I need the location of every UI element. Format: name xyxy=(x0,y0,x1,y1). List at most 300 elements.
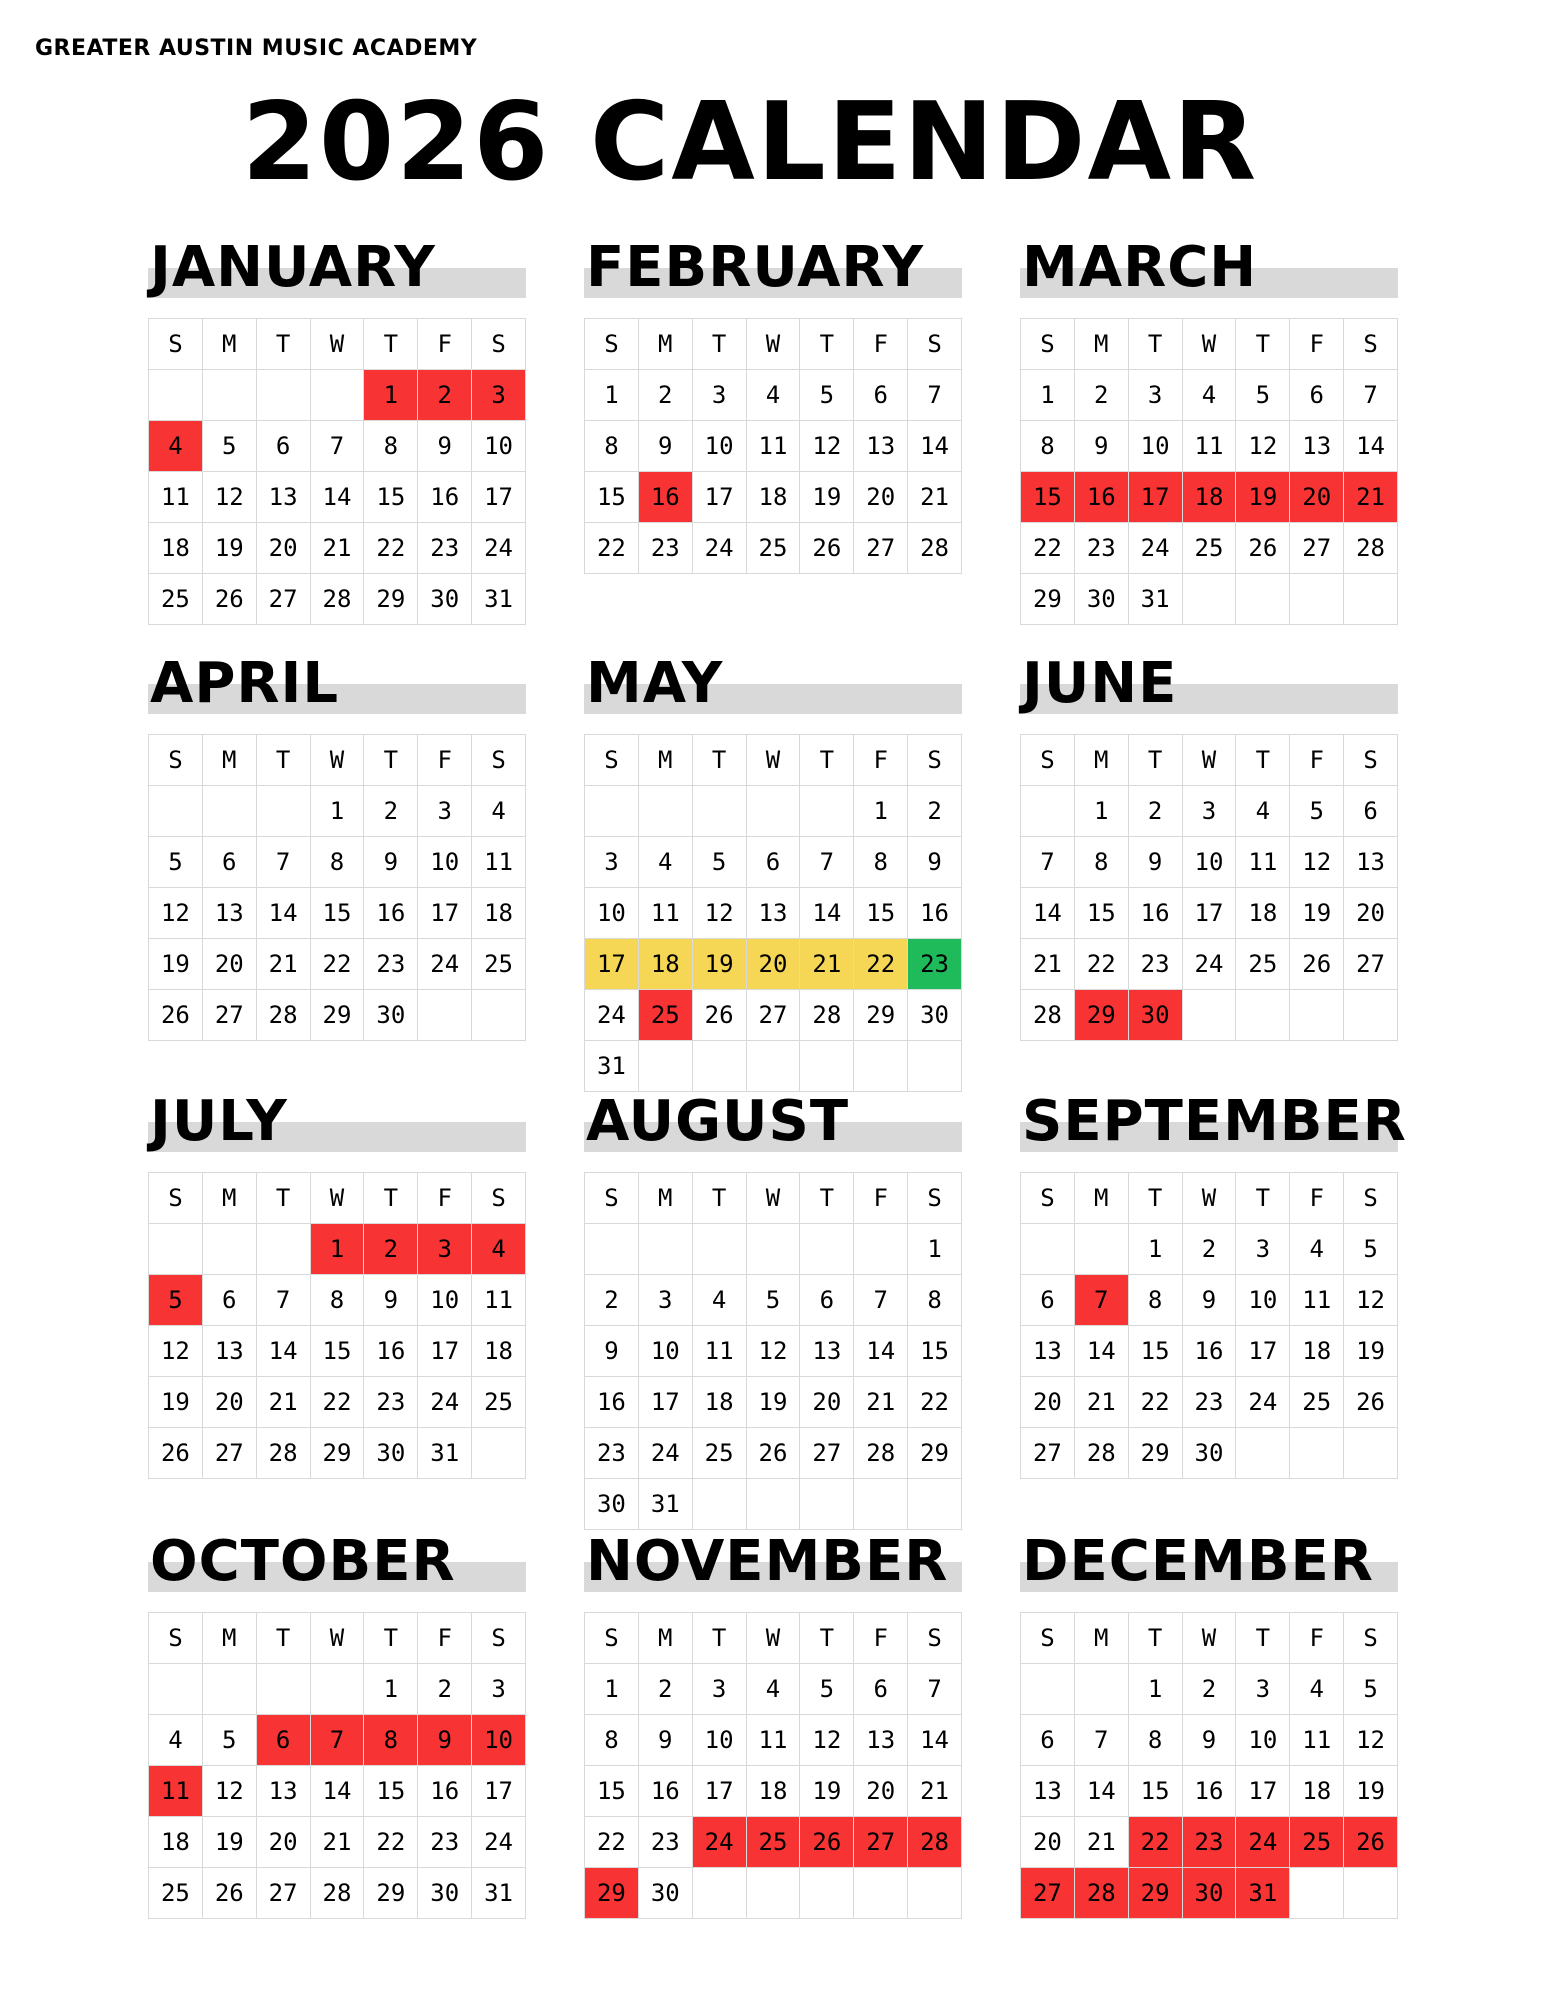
day-cell: 13 xyxy=(1344,837,1398,888)
day-cell: 8 xyxy=(585,421,639,472)
day-cell: 3 xyxy=(1236,1664,1290,1715)
month-name: AUGUST xyxy=(586,1089,850,1154)
day-cell: 18 xyxy=(1290,1766,1344,1817)
day-cell: 4 xyxy=(747,370,801,421)
empty-day-cell xyxy=(1075,1224,1129,1275)
month-name: SEPTEMBER xyxy=(1022,1089,1407,1154)
day-cell: 19 xyxy=(203,1817,257,1868)
day-cell: 23 xyxy=(418,1817,472,1868)
day-cell: 29 xyxy=(854,990,908,1041)
day-cell: 14 xyxy=(1075,1326,1129,1377)
month-header xyxy=(148,236,526,298)
day-cell: 17 xyxy=(1183,888,1237,939)
day-cell: 7 xyxy=(1344,370,1398,421)
day-cell: 8 xyxy=(364,1715,418,1766)
empty-day-cell xyxy=(1236,1428,1290,1479)
day-cell: 13 xyxy=(854,421,908,472)
month-name: JANUARY xyxy=(150,235,436,300)
day-cell: 30 xyxy=(1075,574,1129,625)
day-cell: 6 xyxy=(257,421,311,472)
weekday-label: M xyxy=(639,1613,693,1664)
day-cell: 11 xyxy=(693,1326,747,1377)
day-cell: 9 xyxy=(639,1715,693,1766)
day-cell: 25 xyxy=(149,574,203,625)
day-cell: 18 xyxy=(149,1817,203,1868)
month-march xyxy=(1020,236,1398,625)
month-name: MARCH xyxy=(1022,235,1258,300)
day-cell: 5 xyxy=(1290,786,1344,837)
day-cell: 22 xyxy=(585,1817,639,1868)
weekday-label: T xyxy=(693,735,747,786)
day-cell: 14 xyxy=(1075,1766,1129,1817)
day-cell: 28 xyxy=(854,1428,908,1479)
day-cell: 10 xyxy=(418,837,472,888)
day-cell: 7 xyxy=(1075,1715,1129,1766)
weekday-label: S xyxy=(149,1613,203,1664)
weekday-label: F xyxy=(1290,1613,1344,1664)
weekday-label: W xyxy=(1183,1613,1237,1664)
month-header xyxy=(148,1090,526,1152)
day-cell: 7 xyxy=(908,1664,962,1715)
day-cell: 31 xyxy=(1236,1868,1290,1919)
day-cell: 7 xyxy=(1021,837,1075,888)
day-cell: 10 xyxy=(1129,421,1183,472)
day-cell: 17 xyxy=(1236,1326,1290,1377)
day-cell: 12 xyxy=(800,421,854,472)
day-cell: 4 xyxy=(472,786,526,837)
weekday-label: W xyxy=(1183,735,1237,786)
empty-day-cell xyxy=(1075,1664,1129,1715)
day-cell: 21 xyxy=(1021,939,1075,990)
day-cell: 19 xyxy=(800,1766,854,1817)
day-cell: 19 xyxy=(149,1377,203,1428)
day-cell: 26 xyxy=(203,1868,257,1919)
day-cell: 25 xyxy=(1236,939,1290,990)
day-cell: 26 xyxy=(1344,1817,1398,1868)
empty-day-cell xyxy=(257,1664,311,1715)
empty-day-cell xyxy=(908,1041,962,1092)
day-cell: 16 xyxy=(418,472,472,523)
day-cell: 23 xyxy=(1183,1817,1237,1868)
weekday-label: F xyxy=(1290,735,1344,786)
weekday-label: T xyxy=(1129,1613,1183,1664)
day-cell: 29 xyxy=(364,1868,418,1919)
empty-day-cell xyxy=(854,1224,908,1275)
day-cell: 9 xyxy=(1075,421,1129,472)
day-cell: 30 xyxy=(585,1479,639,1530)
day-cell: 16 xyxy=(585,1377,639,1428)
day-cell: 16 xyxy=(364,888,418,939)
day-cell: 15 xyxy=(364,1766,418,1817)
day-cell: 20 xyxy=(257,523,311,574)
day-cell: 3 xyxy=(639,1275,693,1326)
empty-day-cell xyxy=(1344,990,1398,1041)
day-cell: 20 xyxy=(1021,1377,1075,1428)
day-cell: 24 xyxy=(639,1428,693,1479)
weekday-label: T xyxy=(1129,1173,1183,1224)
day-cell: 16 xyxy=(1183,1326,1237,1377)
day-cell: 31 xyxy=(1129,574,1183,625)
day-cell: 3 xyxy=(1183,786,1237,837)
day-cell: 24 xyxy=(472,523,526,574)
day-cell: 15 xyxy=(311,1326,365,1377)
weekday-label: W xyxy=(1183,1173,1237,1224)
day-cell: 10 xyxy=(1236,1275,1290,1326)
day-cell: 19 xyxy=(747,1377,801,1428)
weekday-label: T xyxy=(257,735,311,786)
day-cell: 20 xyxy=(257,1817,311,1868)
day-cell: 23 xyxy=(418,523,472,574)
day-cell: 10 xyxy=(472,1715,526,1766)
weekday-label: S xyxy=(908,735,962,786)
weekday-label: S xyxy=(149,735,203,786)
day-cell: 22 xyxy=(1129,1377,1183,1428)
day-cell: 28 xyxy=(1021,990,1075,1041)
day-cell: 14 xyxy=(257,888,311,939)
day-cell: 23 xyxy=(1129,939,1183,990)
day-cell: 13 xyxy=(1021,1766,1075,1817)
empty-day-cell xyxy=(203,1664,257,1715)
day-cell: 4 xyxy=(472,1224,526,1275)
month-october xyxy=(148,1530,526,1919)
day-cell: 19 xyxy=(693,939,747,990)
month-header xyxy=(148,1530,526,1592)
day-cell: 16 xyxy=(908,888,962,939)
day-cell: 18 xyxy=(639,939,693,990)
day-cell: 12 xyxy=(203,1766,257,1817)
day-cell: 21 xyxy=(854,1377,908,1428)
day-cell: 5 xyxy=(747,1275,801,1326)
day-cell: 10 xyxy=(639,1326,693,1377)
day-cell: 8 xyxy=(585,1715,639,1766)
empty-day-cell xyxy=(854,1041,908,1092)
day-cell: 3 xyxy=(472,370,526,421)
day-cell: 30 xyxy=(1129,990,1183,1041)
day-cell: 17 xyxy=(472,472,526,523)
month-august xyxy=(584,1090,962,1530)
day-cell: 25 xyxy=(1183,523,1237,574)
empty-day-cell xyxy=(203,370,257,421)
day-cell: 6 xyxy=(1021,1275,1075,1326)
month-name: NOVEMBER xyxy=(586,1529,949,1594)
month-header xyxy=(584,236,962,298)
day-cell: 29 xyxy=(1021,574,1075,625)
day-cell: 2 xyxy=(639,370,693,421)
day-cell: 16 xyxy=(364,1326,418,1377)
day-cell: 21 xyxy=(1344,472,1398,523)
month-april xyxy=(148,652,526,1041)
day-cell: 15 xyxy=(1021,472,1075,523)
day-cell: 23 xyxy=(908,939,962,990)
day-cell: 10 xyxy=(693,421,747,472)
day-cell: 21 xyxy=(257,1377,311,1428)
day-cell: 22 xyxy=(908,1377,962,1428)
day-cell: 20 xyxy=(203,1377,257,1428)
day-cell: 10 xyxy=(418,1275,472,1326)
weekday-label: S xyxy=(585,1613,639,1664)
empty-day-cell xyxy=(257,1224,311,1275)
day-cell: 27 xyxy=(1344,939,1398,990)
day-cell: 11 xyxy=(1290,1275,1344,1326)
weekday-label: M xyxy=(203,735,257,786)
day-cell: 7 xyxy=(311,421,365,472)
day-cell: 2 xyxy=(1129,786,1183,837)
weekday-label: T xyxy=(693,1173,747,1224)
weekday-label: M xyxy=(639,735,693,786)
month-name: JUNE xyxy=(1022,651,1178,716)
empty-day-cell xyxy=(693,1868,747,1919)
day-cell: 21 xyxy=(800,939,854,990)
weekday-label: W xyxy=(747,1613,801,1664)
day-cell: 5 xyxy=(1236,370,1290,421)
day-cell: 21 xyxy=(908,472,962,523)
day-cell: 13 xyxy=(203,1326,257,1377)
day-cell: 21 xyxy=(257,939,311,990)
day-cell: 16 xyxy=(1129,888,1183,939)
day-cell: 8 xyxy=(908,1275,962,1326)
day-cell: 26 xyxy=(800,523,854,574)
day-cell: 27 xyxy=(854,523,908,574)
empty-day-cell xyxy=(1021,1664,1075,1715)
weekday-label: S xyxy=(1021,735,1075,786)
empty-day-cell xyxy=(800,1479,854,1530)
day-cell: 26 xyxy=(693,990,747,1041)
weekday-label: T xyxy=(800,735,854,786)
weekday-label: T xyxy=(1236,1173,1290,1224)
empty-day-cell xyxy=(1236,990,1290,1041)
day-cell: 25 xyxy=(693,1428,747,1479)
day-cell: 6 xyxy=(257,1715,311,1766)
day-cell: 2 xyxy=(418,1664,472,1715)
day-cell: 28 xyxy=(908,523,962,574)
day-cell: 9 xyxy=(1129,837,1183,888)
empty-day-cell xyxy=(800,1868,854,1919)
day-cell: 7 xyxy=(311,1715,365,1766)
day-cell: 3 xyxy=(472,1664,526,1715)
weekday-label: T xyxy=(364,735,418,786)
day-cell: 8 xyxy=(1129,1275,1183,1326)
day-cell: 14 xyxy=(257,1326,311,1377)
weekday-label: T xyxy=(693,1613,747,1664)
day-cell: 20 xyxy=(1344,888,1398,939)
day-cell: 30 xyxy=(418,574,472,625)
day-cell: 7 xyxy=(800,837,854,888)
weekday-label: T xyxy=(257,1173,311,1224)
empty-day-cell xyxy=(472,1428,526,1479)
day-cell: 1 xyxy=(1075,786,1129,837)
day-cell: 1 xyxy=(311,786,365,837)
day-cell: 25 xyxy=(149,1868,203,1919)
day-cell: 6 xyxy=(203,1275,257,1326)
empty-day-cell xyxy=(1290,574,1344,625)
day-cell: 15 xyxy=(854,888,908,939)
month-grid xyxy=(584,318,962,574)
empty-day-cell xyxy=(693,1041,747,1092)
empty-day-cell xyxy=(149,1224,203,1275)
day-cell: 14 xyxy=(854,1326,908,1377)
day-cell: 7 xyxy=(908,370,962,421)
day-cell: 28 xyxy=(1344,523,1398,574)
month-september xyxy=(1020,1089,1407,1479)
month-grid xyxy=(584,1612,962,1919)
day-cell: 27 xyxy=(203,1428,257,1479)
day-cell: 29 xyxy=(585,1868,639,1919)
empty-day-cell xyxy=(1021,1224,1075,1275)
weekday-label: S xyxy=(908,319,962,370)
empty-day-cell xyxy=(1183,574,1237,625)
day-cell: 1 xyxy=(1129,1664,1183,1715)
month-grid xyxy=(148,1172,526,1479)
day-cell: 3 xyxy=(585,837,639,888)
day-cell: 30 xyxy=(639,1868,693,1919)
empty-day-cell xyxy=(1290,1868,1344,1919)
weekday-label: M xyxy=(203,1173,257,1224)
day-cell: 31 xyxy=(472,1868,526,1919)
day-cell: 9 xyxy=(1183,1275,1237,1326)
day-cell: 16 xyxy=(639,472,693,523)
day-cell: 24 xyxy=(585,990,639,1041)
day-cell: 21 xyxy=(311,1817,365,1868)
empty-day-cell xyxy=(149,1664,203,1715)
day-cell: 2 xyxy=(1183,1224,1237,1275)
day-cell: 28 xyxy=(800,990,854,1041)
day-cell: 9 xyxy=(364,837,418,888)
day-cell: 18 xyxy=(149,523,203,574)
day-cell: 29 xyxy=(311,990,365,1041)
day-cell: 18 xyxy=(747,472,801,523)
day-cell: 20 xyxy=(747,939,801,990)
empty-day-cell xyxy=(257,786,311,837)
day-cell: 17 xyxy=(1236,1766,1290,1817)
day-cell: 14 xyxy=(908,421,962,472)
empty-day-cell xyxy=(639,1041,693,1092)
day-cell: 26 xyxy=(149,990,203,1041)
empty-day-cell xyxy=(311,1664,365,1715)
weekday-label: M xyxy=(1075,1173,1129,1224)
day-cell: 24 xyxy=(1183,939,1237,990)
day-cell: 6 xyxy=(1290,370,1344,421)
day-cell: 18 xyxy=(1183,472,1237,523)
month-header xyxy=(584,652,962,714)
month-header xyxy=(1020,236,1398,298)
month-header xyxy=(148,652,526,714)
month-february xyxy=(584,236,962,574)
month-january xyxy=(148,236,526,625)
day-cell: 12 xyxy=(203,472,257,523)
day-cell: 13 xyxy=(203,888,257,939)
day-cell: 31 xyxy=(418,1428,472,1479)
day-cell: 17 xyxy=(693,472,747,523)
day-cell: 4 xyxy=(1290,1664,1344,1715)
day-cell: 3 xyxy=(693,1664,747,1715)
day-cell: 22 xyxy=(1021,523,1075,574)
day-cell: 22 xyxy=(1075,939,1129,990)
weekday-label: S xyxy=(149,319,203,370)
day-cell: 22 xyxy=(854,939,908,990)
day-cell: 14 xyxy=(1344,421,1398,472)
weekday-label: F xyxy=(1290,1173,1344,1224)
day-cell: 19 xyxy=(1344,1326,1398,1377)
day-cell: 8 xyxy=(311,1275,365,1326)
day-cell: 25 xyxy=(1290,1817,1344,1868)
day-cell: 30 xyxy=(1183,1428,1237,1479)
empty-day-cell xyxy=(1344,1428,1398,1479)
month-grid xyxy=(584,1172,962,1530)
weekday-label: M xyxy=(639,319,693,370)
day-cell: 15 xyxy=(364,472,418,523)
day-cell: 1 xyxy=(364,370,418,421)
weekday-label: F xyxy=(418,1173,472,1224)
day-cell: 14 xyxy=(800,888,854,939)
day-cell: 1 xyxy=(311,1224,365,1275)
day-cell: 28 xyxy=(311,1868,365,1919)
empty-day-cell xyxy=(639,786,693,837)
day-cell: 6 xyxy=(854,370,908,421)
day-cell: 8 xyxy=(311,837,365,888)
month-name: JULY xyxy=(150,1089,288,1154)
day-cell: 14 xyxy=(311,472,365,523)
day-cell: 30 xyxy=(364,1428,418,1479)
empty-day-cell xyxy=(418,990,472,1041)
day-cell: 17 xyxy=(693,1766,747,1817)
day-cell: 23 xyxy=(639,1817,693,1868)
empty-day-cell xyxy=(1290,990,1344,1041)
month-header xyxy=(1020,652,1398,714)
day-cell: 30 xyxy=(908,990,962,1041)
day-cell: 4 xyxy=(1290,1224,1344,1275)
organization-name: GREATER AUSTIN MUSIC ACADEMY xyxy=(35,36,478,61)
weekday-label: W xyxy=(747,735,801,786)
day-cell: 10 xyxy=(693,1715,747,1766)
page-title: 2026 CALENDAR xyxy=(241,80,1259,205)
day-cell: 11 xyxy=(149,1766,203,1817)
day-cell: 24 xyxy=(693,1817,747,1868)
weekday-label: S xyxy=(1344,1613,1398,1664)
day-cell: 20 xyxy=(1290,472,1344,523)
weekday-label: T xyxy=(1236,319,1290,370)
weekday-label: F xyxy=(418,1613,472,1664)
day-cell: 7 xyxy=(257,837,311,888)
day-cell: 31 xyxy=(639,1479,693,1530)
empty-day-cell xyxy=(693,1479,747,1530)
day-cell: 22 xyxy=(311,939,365,990)
day-cell: 17 xyxy=(639,1377,693,1428)
day-cell: 2 xyxy=(1183,1664,1237,1715)
empty-day-cell xyxy=(311,370,365,421)
day-cell: 27 xyxy=(1290,523,1344,574)
day-cell: 19 xyxy=(1236,472,1290,523)
day-cell: 15 xyxy=(311,888,365,939)
day-cell: 19 xyxy=(1344,1766,1398,1817)
day-cell: 12 xyxy=(1344,1715,1398,1766)
day-cell: 6 xyxy=(800,1275,854,1326)
weekday-label: W xyxy=(747,1173,801,1224)
day-cell: 16 xyxy=(1183,1766,1237,1817)
day-cell: 8 xyxy=(1075,837,1129,888)
empty-day-cell xyxy=(747,786,801,837)
month-november xyxy=(584,1530,962,1919)
weekday-label: S xyxy=(1021,319,1075,370)
day-cell: 18 xyxy=(472,888,526,939)
day-cell: 16 xyxy=(1075,472,1129,523)
day-cell: 26 xyxy=(1290,939,1344,990)
weekday-label: T xyxy=(364,319,418,370)
day-cell: 17 xyxy=(1129,472,1183,523)
empty-day-cell xyxy=(585,786,639,837)
day-cell: 14 xyxy=(311,1766,365,1817)
month-july xyxy=(148,1090,526,1479)
day-cell: 23 xyxy=(639,523,693,574)
